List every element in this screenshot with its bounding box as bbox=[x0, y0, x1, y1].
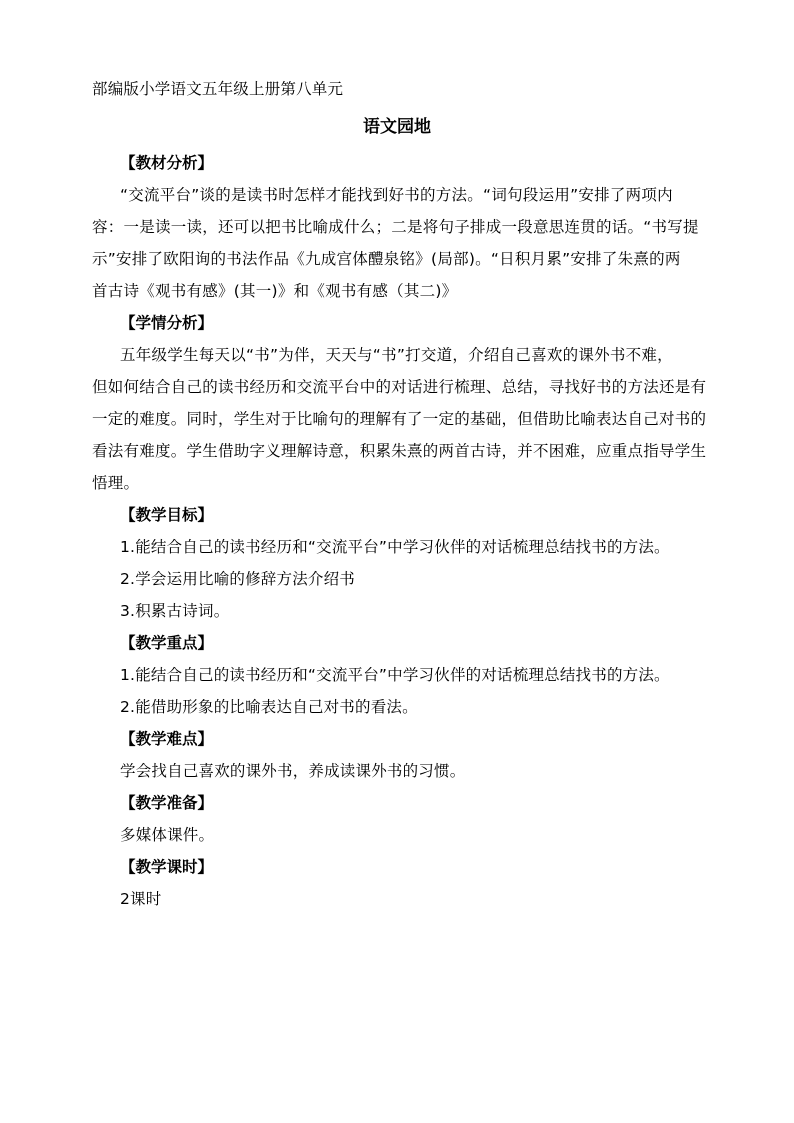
page-title: 语文园地 bbox=[363, 117, 431, 137]
list-item: 3.积累古诗词。 bbox=[120, 602, 230, 620]
paragraph-line: 悟理。 bbox=[92, 474, 140, 492]
section-heading-teaching-preparation: 【教学准备】 bbox=[120, 794, 214, 812]
section-heading-teaching-focus: 【教学重点】 bbox=[120, 634, 214, 652]
paragraph-line: “交流平台”谈的是读书时怎样才能找到好书的方法。“词句段运用”安排了两项内 bbox=[120, 186, 673, 204]
section-heading-textbook-analysis: 【教材分析】 bbox=[120, 154, 214, 172]
list-item: 2.学会运用比喻的修辞方法介绍书 bbox=[120, 570, 355, 588]
section-heading-class-hours: 【教学课时】 bbox=[120, 858, 214, 876]
paragraph-line: 容：一是读一读，还可以把书比喻成什么；二是将句子排成一段意思连贯的话。“书写提 bbox=[92, 218, 699, 236]
section-heading-teaching-goals: 【教学目标】 bbox=[120, 506, 214, 524]
list-item: 1.能结合自己的读书经历和“交流平台”中学习伙伴的对话梳理总结找书的方法。 bbox=[120, 666, 670, 684]
body-text: 学会找自己喜欢的课外书，养成读课外书的习惯。 bbox=[120, 762, 466, 780]
section-heading-student-analysis: 【学情分析】 bbox=[120, 314, 214, 332]
course-line: 部编版小学语文五年级上册第八单元 bbox=[92, 80, 344, 98]
body-text: 2课时 bbox=[120, 890, 162, 908]
paragraph-line: 一定的难度。同时，学生对于比喻句的理解有了一定的基础，但借助比喻表达自己对书的 bbox=[92, 410, 707, 428]
body-text: 多媒体课件。 bbox=[120, 826, 215, 844]
paragraph-line: 五年级学生每天以“书”为伴，天天与“书”打交道，介绍自己喜欢的课外书不难， bbox=[120, 346, 673, 364]
paragraph-line: 看法有难度。学生借助字义理解诗意，积累朱熹的两首古诗，并不困难，应重点指导学生 bbox=[92, 442, 707, 460]
paragraph-line: 首古诗《观书有感》(其一)》和《观书有感（其二)》 bbox=[92, 282, 458, 300]
list-item: 2.能借助形象的比喻表达自己对书的看法。 bbox=[120, 698, 418, 716]
list-item: 1.能结合自己的读书经历和“交流平台”中学习伙伴的对话梳理总结找书的方法。 bbox=[120, 538, 670, 556]
paragraph-line: 但如何结合自己的读书经历和交流平台中的对话进行梳理、总结，寻找好书的方法还是有 bbox=[92, 378, 707, 396]
section-heading-teaching-difficulty: 【教学难点】 bbox=[120, 730, 214, 748]
paragraph-line: 示”安排了欧阳询的书法作品《九成宫体醴泉铭》(局部)。“日积月累”安排了朱熹的两 bbox=[92, 250, 681, 268]
